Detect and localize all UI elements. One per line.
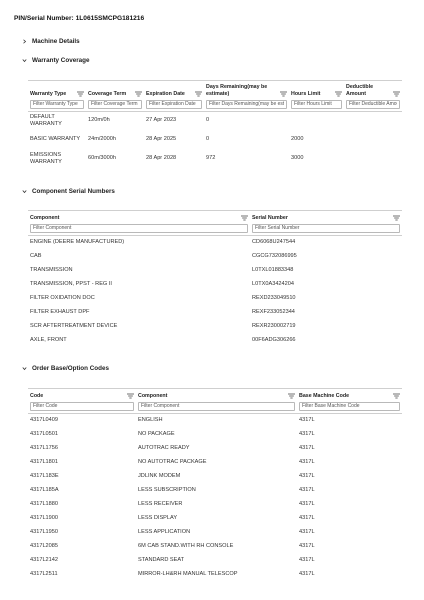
filter-days-remaining-input[interactable] bbox=[206, 100, 287, 109]
codes-filter-row bbox=[28, 401, 402, 414]
filter-component-input[interactable] bbox=[30, 224, 248, 233]
table-row bbox=[28, 525, 402, 539]
column-menu-icon[interactable] bbox=[393, 91, 400, 97]
filter-deductible-amount-input[interactable] bbox=[346, 100, 400, 109]
component-cell: JDLINK MODEM bbox=[138, 472, 181, 479]
component-cell: AXLE, FRONT bbox=[30, 336, 67, 343]
components-table bbox=[28, 210, 402, 347]
code-cell: 4317L185A bbox=[30, 486, 59, 493]
components-col-component[interactable] bbox=[28, 211, 250, 223]
warranty-col-expiration-date[interactable] bbox=[144, 81, 204, 99]
warranty-col-type-label: Warranty Type bbox=[30, 90, 67, 97]
chevron-down-icon bbox=[22, 366, 27, 371]
hours-limit-cell: 2000 bbox=[291, 136, 304, 142]
component-cell: MIRROR-LH&RH MANUAL TELESCOP bbox=[138, 570, 238, 577]
warranty-col-type[interactable] bbox=[28, 81, 86, 99]
section-component-serials-label: Component Serial Numbers bbox=[32, 188, 115, 195]
component-cell: STANDARD SEAT bbox=[138, 556, 185, 563]
pin-serial-title bbox=[14, 15, 144, 23]
chevron-right-icon bbox=[22, 39, 27, 44]
filter-serial-number-input[interactable] bbox=[252, 224, 400, 233]
table-row bbox=[28, 111, 402, 130]
table-row bbox=[28, 427, 402, 441]
warranty-type-cell: EMISSIONS WARRANTY bbox=[30, 151, 62, 165]
component-cell: LESS SUBSCRIPTION bbox=[138, 486, 196, 493]
serial-number-cell: L0TX0A3424204 bbox=[252, 280, 294, 287]
base-machine-code-cell: 4317L bbox=[299, 570, 315, 577]
component-cell: FILTER EXHAUST DPF bbox=[30, 308, 90, 315]
serial-number-cell: CD6068U247544 bbox=[252, 238, 296, 245]
table-row bbox=[28, 497, 402, 511]
expiration-date-cell: 27 Apr 2023 bbox=[146, 117, 177, 124]
column-menu-icon[interactable] bbox=[393, 393, 400, 399]
serial-number-cell: 00F6ADG306266 bbox=[252, 336, 296, 343]
base-machine-code-cell: 4317L bbox=[299, 444, 315, 451]
table-row bbox=[28, 567, 402, 581]
column-menu-icon[interactable] bbox=[241, 215, 248, 221]
warranty-col-coverage-term[interactable] bbox=[86, 81, 144, 99]
code-cell: 4317L2085 bbox=[30, 542, 58, 549]
codes-header-row bbox=[28, 389, 402, 401]
base-machine-code-cell: 4317L bbox=[299, 528, 315, 535]
codes-table bbox=[28, 388, 402, 581]
code-cell: 4317L1756 bbox=[30, 444, 58, 451]
component-cell: LESS DISPLAY bbox=[138, 514, 178, 521]
table-row bbox=[28, 455, 402, 469]
warranty-col-hours-limit[interactable] bbox=[289, 81, 344, 99]
table-row bbox=[28, 553, 402, 567]
warranty-filter-row bbox=[28, 99, 402, 112]
table-row bbox=[28, 291, 402, 305]
section-order-codes[interactable] bbox=[22, 365, 109, 373]
components-table-body bbox=[28, 235, 402, 347]
warranty-type-cell: DEFAULT WARRANTY bbox=[30, 113, 62, 127]
base-machine-code-cell: 4317L bbox=[299, 416, 315, 423]
codes-col-code[interactable] bbox=[28, 389, 136, 401]
component-cell: NO PACKAGE bbox=[138, 430, 175, 437]
filter-code-component-input[interactable] bbox=[138, 402, 295, 411]
deductible-amount-cell bbox=[344, 149, 402, 168]
column-menu-icon[interactable] bbox=[288, 393, 295, 399]
deductible-amount-cell bbox=[344, 130, 402, 149]
column-menu-icon[interactable] bbox=[280, 91, 287, 97]
code-cell: 4317L1900 bbox=[30, 514, 58, 521]
pin-value: 1L0615SMCPG181216 bbox=[75, 15, 145, 22]
filter-code-input[interactable] bbox=[30, 402, 134, 411]
table-row bbox=[28, 249, 402, 263]
codes-col-component-label: Component bbox=[138, 392, 168, 399]
column-menu-icon[interactable] bbox=[335, 91, 342, 97]
table-row bbox=[28, 511, 402, 525]
component-cell: 6M CAB STAND.WITH RH CONSOLE bbox=[138, 542, 234, 549]
filter-base-machine-code-input[interactable] bbox=[299, 402, 400, 411]
section-component-serials[interactable] bbox=[22, 188, 115, 196]
table-row bbox=[28, 483, 402, 497]
code-cell: 4317L2511 bbox=[30, 570, 58, 577]
serial-number-cell: REXR230002719 bbox=[252, 322, 296, 329]
coverage-term-cell: 120m/0h bbox=[88, 117, 110, 124]
expiration-date-cell: 28 Apr 2028 bbox=[146, 155, 177, 161]
table-row bbox=[28, 413, 402, 427]
component-cell: ENGINE (DEERE MANUFACTURED) bbox=[30, 238, 125, 245]
warranty-col-hours-limit-label: Hours Limit bbox=[291, 90, 321, 97]
base-machine-code-cell: 4317L bbox=[299, 556, 315, 563]
column-menu-icon[interactable] bbox=[127, 393, 134, 399]
component-cell: SCR AFTERTREATMENT DEVICE bbox=[30, 322, 118, 329]
components-col-serial-number-label: Serial Number bbox=[252, 214, 288, 221]
base-machine-code-cell: 4317L bbox=[299, 430, 315, 437]
codes-col-base-machine-code-label: Base Machine Code bbox=[299, 392, 350, 399]
components-header-row bbox=[28, 211, 402, 223]
table-row bbox=[28, 235, 402, 249]
filter-coverage-term-input[interactable] bbox=[88, 100, 142, 109]
component-cell: NO AUTOTRAC PACKAGE bbox=[138, 458, 207, 465]
codes-col-code-label: Code bbox=[30, 392, 44, 399]
table-row bbox=[28, 277, 402, 291]
component-cell: TRANSMISSION bbox=[30, 266, 73, 273]
days-remaining-cell: 0 bbox=[206, 136, 210, 142]
components-filter-row bbox=[28, 223, 402, 236]
serial-number-cell: REXD233049510 bbox=[252, 294, 296, 301]
code-cell: 4317L0409 bbox=[30, 416, 58, 423]
pin-label: PIN/Serial Number: bbox=[14, 15, 74, 22]
component-cell: CAB bbox=[30, 252, 42, 259]
days-remaining-cell: 972 bbox=[206, 155, 216, 161]
table-row bbox=[28, 319, 402, 333]
component-cell: LESS RECEIVER bbox=[138, 500, 183, 507]
table-row bbox=[28, 263, 402, 277]
warranty-table-body bbox=[28, 111, 402, 168]
base-machine-code-cell: 4317L bbox=[299, 458, 315, 465]
section-warranty-coverage-label: Warranty Coverage bbox=[32, 57, 90, 64]
base-machine-code-cell: 4317L bbox=[299, 542, 315, 549]
serial-number-cell: L0TXL01883348 bbox=[252, 266, 294, 273]
filter-expiration-date-input[interactable] bbox=[146, 100, 202, 109]
column-menu-icon[interactable] bbox=[195, 91, 202, 97]
table-row bbox=[28, 305, 402, 319]
warranty-col-expiration-date-label: Expiration Date bbox=[146, 90, 185, 97]
table-row bbox=[28, 539, 402, 553]
section-machine-details-label: Machine Details bbox=[32, 38, 80, 45]
warranty-col-days-remaining-label: Days Remaining(may be estimate) bbox=[206, 84, 268, 97]
serial-number-cell: REXF233052344 bbox=[252, 308, 295, 315]
codes-table-body bbox=[28, 413, 402, 581]
filter-hours-limit-input[interactable] bbox=[291, 100, 342, 109]
warranty-col-deductible[interactable] bbox=[344, 81, 402, 99]
section-warranty-coverage[interactable] bbox=[22, 57, 90, 65]
expiration-date-cell: 28 Apr 2025 bbox=[146, 136, 177, 142]
chevron-down-icon bbox=[22, 58, 27, 63]
filter-warranty-type-input[interactable] bbox=[30, 100, 84, 109]
code-cell: 4317L2142 bbox=[30, 556, 58, 563]
warranty-col-deductible-label: Deductible Amount bbox=[346, 84, 374, 97]
component-cell: FILTER OXIDATION DOC bbox=[30, 294, 95, 301]
base-machine-code-cell: 4317L bbox=[299, 486, 315, 493]
column-menu-icon[interactable] bbox=[393, 215, 400, 221]
base-machine-code-cell: 4317L bbox=[299, 472, 315, 479]
codes-col-component[interactable] bbox=[136, 389, 297, 401]
warranty-type-cell: BASIC WARRANTY bbox=[30, 136, 81, 142]
coverage-term-cell: 60m/3000h bbox=[88, 155, 116, 161]
components-col-serial-number[interactable] bbox=[250, 211, 402, 223]
deductible-amount-cell bbox=[344, 111, 402, 130]
base-machine-code-cell: 4317L bbox=[299, 514, 315, 521]
table-row bbox=[28, 149, 402, 168]
column-menu-icon[interactable] bbox=[135, 91, 142, 97]
warranty-col-days-remaining[interactable] bbox=[204, 81, 289, 99]
component-cell: ENGLISH bbox=[138, 416, 163, 423]
component-cell: TRANSMISSION, PPST - REG II bbox=[30, 280, 112, 287]
table-row bbox=[28, 441, 402, 455]
days-remaining-cell: 0 bbox=[206, 117, 210, 124]
table-row bbox=[28, 130, 402, 149]
component-cell: LESS APPLICATION bbox=[138, 528, 191, 535]
warranty-col-coverage-term-label: Coverage Term bbox=[88, 90, 127, 97]
serial-number-cell: CGCG732086995 bbox=[252, 252, 297, 259]
components-col-component-label: Component bbox=[30, 214, 60, 221]
warranty-header-row bbox=[28, 81, 402, 99]
base-machine-code-cell: 4317L bbox=[299, 500, 315, 507]
table-row bbox=[28, 469, 402, 483]
code-cell: 4317L1880 bbox=[30, 500, 58, 507]
section-machine-details[interactable] bbox=[22, 38, 80, 46]
table-row bbox=[28, 333, 402, 347]
codes-col-base-machine-code[interactable] bbox=[297, 389, 402, 401]
chevron-down-icon bbox=[22, 189, 27, 194]
warranty-table bbox=[28, 80, 402, 168]
code-cell: 4317L0501 bbox=[30, 430, 58, 437]
hours-limit-cell: 3000 bbox=[291, 155, 304, 161]
section-order-codes-label: Order Base/Option Codes bbox=[32, 365, 109, 372]
code-cell: 4317L1950 bbox=[30, 528, 58, 535]
component-cell: AUTOTRAC READY bbox=[138, 444, 190, 451]
column-menu-icon[interactable] bbox=[77, 91, 84, 97]
code-cell: 4317L1801 bbox=[30, 458, 58, 465]
hours-limit-cell bbox=[289, 111, 344, 130]
code-cell: 4317L183E bbox=[30, 472, 59, 479]
coverage-term-cell: 24m/2000h bbox=[88, 136, 116, 142]
